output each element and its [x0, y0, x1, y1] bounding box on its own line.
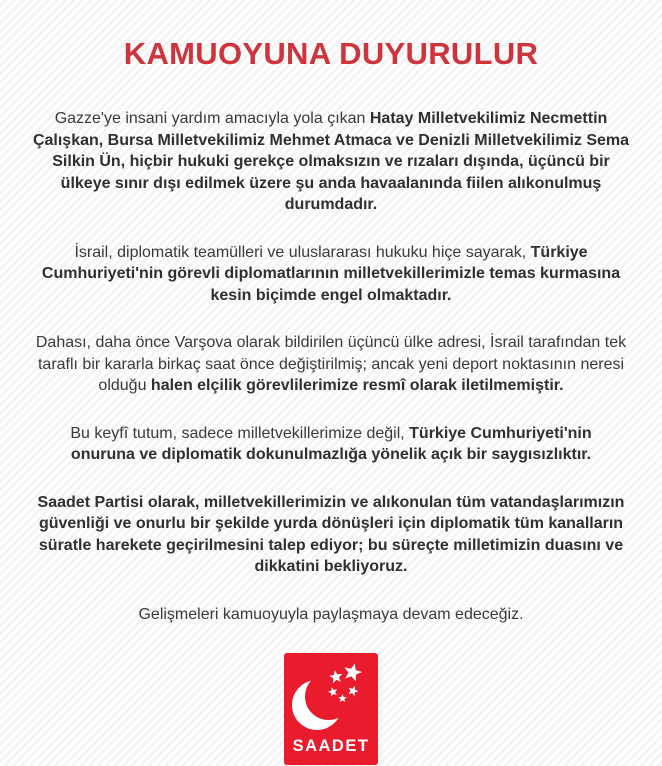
paragraph-6 — [20, 604, 642, 626]
paragraph-1 — [31, 108, 631, 216]
paragraph-3-regular-text: Dahası, daha önce Varşova olarak bildirilen üçüncü ülke adresi, İsrail tarafından tek taraflı bir kararla birkaç saat önce değiştirilmiş; ancak yeni deport noktasının neresi olduğu — [35, 334, 627, 394]
paragraph-2-regular-text: İsrail, diplomatik teamülleri ve uluslararası hukuku hiçe sayarak, — [74, 243, 531, 261]
paragraph-1-bold-text: Hatay Milletvekilimiz Necmettin Çalışkan, Bursa Milletvekilimiz Mehmet Atmaca ve Denizli Milletvekilimiz Sema Silkin Ün, hiçbir hukuki gerekçe olmaksızın ve rızaları dışında, üçüncü bir ülkeye sınır dışı edilmek üzere şu anda havaalanında fiilen alıkonulmuş durumdadır. — [32, 110, 630, 213]
paragraph-5-bold-text: Saadet Partisi olarak, milletvekillerimizin ve alıkonulan tüm vatandaşlarımızın güvenliği ve onurlu bir şekilde yurda dönüşleri için diplomatik tüm kanalların süratle harekete geçirilmesini talep ediyor; bu süreçte milletimizin duasını ve dikkatini bekliyoruz. — [37, 493, 625, 575]
saadet-logo — [284, 653, 378, 765]
paragraph-2 — [37, 242, 625, 307]
announcement-poster — [20, 0, 642, 765]
paragraph-2-bold-text: Türkiye Cumhuriyeti'nin görevli diplomatlarının milletvekillerimizle temas kurmasına kesin biçimde engel olmaktadır. — [41, 243, 621, 304]
crescent-and-stars-icon — [284, 653, 378, 735]
paragraph-3 — [20, 332, 642, 397]
page-title: KAMUOYUNA DUYURULUR — [123, 36, 539, 71]
logo-wordmark: SAADET — [292, 737, 370, 755]
paragraph-4-regular-text: Bu keyfî tutum, sadece milletvekillerimize değil, — [70, 424, 410, 442]
paragraph-4 — [41, 423, 621, 466]
paragraph-5 — [23, 492, 639, 578]
paragraph-1-regular-text: Gazze'ye insani yardım amacıyla yola çıkan — [54, 110, 370, 127]
paragraph-3-bold-text: halen elçilik görevlilerimize resmî olarak iletilmemiştir. — [150, 377, 564, 394]
paragraph-4-bold-text: Türkiye Cumhuriyeti'nin onuruna ve diplomatik dokunulmazlığa yönelik açık bir saygısızlıktır. — [70, 424, 592, 463]
paragraph-6-regular-text: Gelişmeleri kamuoyuyla paylaşmaya devam edeceğiz. — [138, 605, 524, 623]
